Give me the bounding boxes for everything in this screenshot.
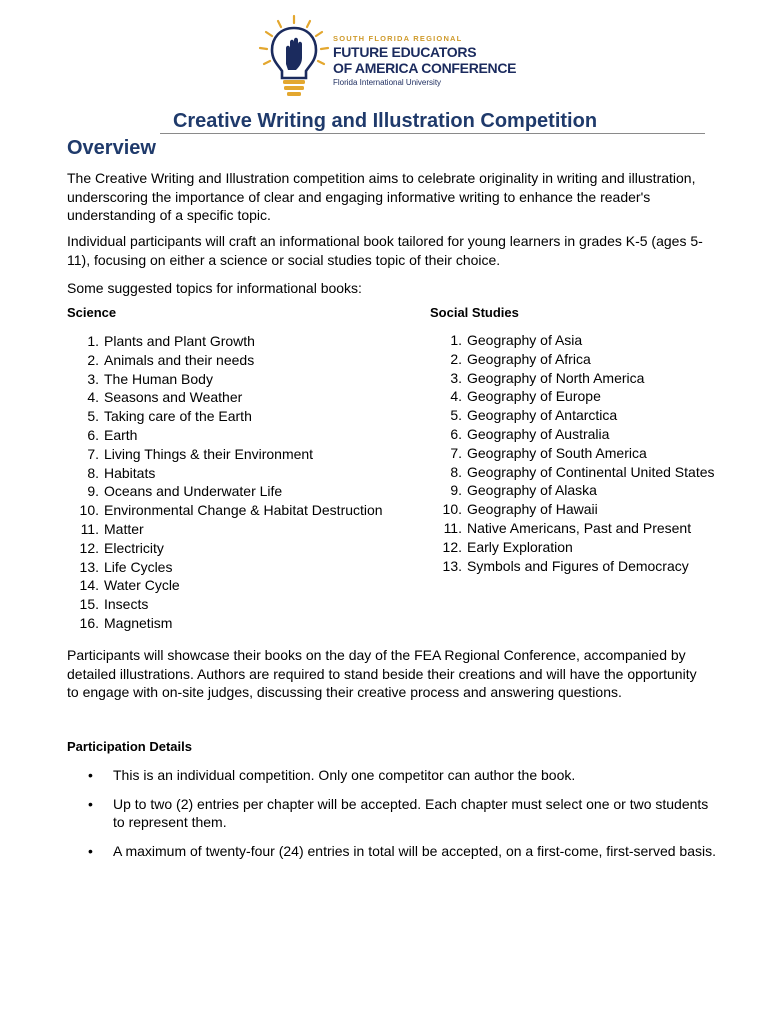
list-item: 5. Geography of Antarctica [450,407,618,424]
list-item: 4. Seasons and Weather [87,389,243,406]
list-item: 10. Geography of Hawaii [442,501,598,518]
conference-logo [256,14,526,100]
list-item: 9. Oceans and Underwater Life [87,483,283,500]
list-item: 12. Early Exploration [442,538,573,555]
list-item: 9. Geography of Alaska [450,482,597,499]
list-item: 13. Symbols and Figures of Democracy [442,557,689,574]
logo-line-conference: OF AMERICA CONFERENCE [333,60,517,76]
list-item: 1. Geography of Asia [450,332,583,348]
logo-line-future-educators: FUTURE EDUCATORS [333,44,477,60]
bullet-marker: • [88,767,93,783]
logo-line-university: Florida International University [333,78,442,87]
social-studies-topic-list [430,331,715,575]
participation-details-heading: Participation Details [67,739,192,754]
list-item: 4. Geography of Europe [450,388,601,405]
list-item: • A maximum of twenty-four (24) entries in total will be accepted, on a first-come, first-served basis. [88,842,717,859]
lightbulb-hand-icon [256,14,332,100]
list-item: 13. Life Cycles [79,558,173,575]
science-topic-list [67,332,383,633]
list-item: 5. Taking care of the Earth [87,408,252,425]
list-item: 11. Matter [80,520,144,537]
overview-heading: Overview [67,137,156,159]
overview-paragraph-2: Individual participants will craft an informational book tailored for young learners in grades K-5 (ages 5-11), focusing on either a science or social studies topic of their choice. [67,233,703,268]
showcase-paragraph: Participants will showcase their books on the day of the FEA Regional Conference, accompanied by detailed illustrations. Authors are required to stand beside their creations and will have the opportunity to engage with on-site judges, discussing their creative process and answering questions. [67,647,697,700]
title-divider [160,133,705,134]
list-item: 8. Habitats [87,464,156,481]
list-item: 10. Environmental Change & Habitat Destruction [79,502,383,519]
list-item: 6. Earth [87,426,138,443]
list-item: 2. Animals and their needs [87,351,255,368]
list-item: 6. Geography of Australia [450,425,610,442]
list-item: 7. Living Things & their Environment [87,445,314,462]
list-item: 3. Geography of North America [450,369,645,386]
list-item: 1. Plants and Plant Growth [87,333,255,349]
list-item: 12. Electricity [79,539,164,556]
participation-details-list [67,766,717,870]
list-item: • This is an individual competition. Only one competitor can author the book. [88,767,576,783]
topics-intro: Some suggested topics for informational books: [67,280,362,296]
list-item: 16. Magnetism [79,614,173,631]
bullet-marker: • [88,842,93,859]
document-title: Creative Writing and Illustration Competition [172,110,598,132]
list-item: 3. The Human Body [87,370,213,387]
bullet-marker: • [88,795,93,812]
list-item: 11. Native Americans, Past and Present [443,519,692,536]
list-item: 7. Geography of South America [450,444,647,461]
overview-paragraph-1: The Creative Writing and Illustration competition aims to celebrate originality in writing and illustration, underscoring the importance of clear and engaging informative writing to enhance the reader's understanding of a specific topic. [67,170,696,223]
list-item: 8. Geography of Continental United States [450,463,715,480]
science-heading: Science [67,305,117,320]
list-item: • Up to two (2) entries per chapter will be accepted. Each chapter must select one or two students to represent them. [88,795,709,830]
logo-line-regional: SOUTH FLORIDA REGIONAL [333,34,463,43]
list-item: 2. Geography of Africa [450,350,591,367]
list-item: 14. Water Cycle [79,577,180,594]
list-item: 15. Insects [79,596,149,613]
social-studies-heading: Social Studies [430,305,519,320]
